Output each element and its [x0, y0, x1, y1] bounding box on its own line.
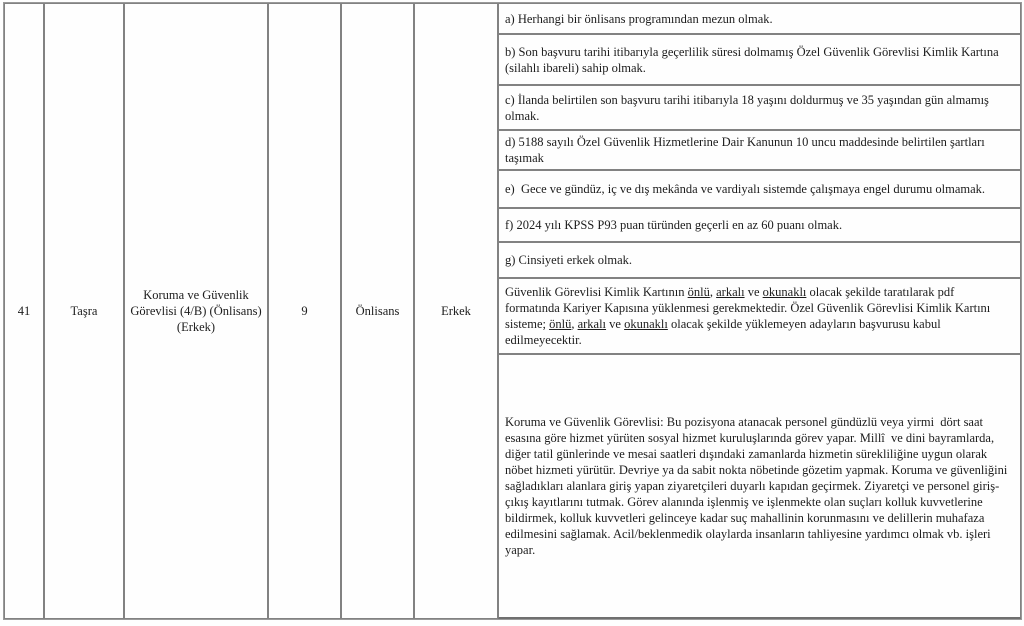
- cell-cinsiyet: Erkek: [414, 3, 498, 619]
- gorev-tanimi: Koruma ve Güvenlik Görevlisi: Bu pozisyona atanacak personel gündüzlü veya yirmi dört saat esasına göre hizmet yürüten sosyal hizmet kuruluşlarında görev yapar. Millî ve dini bayramlarda, diğer tatil günlerinde ve mesai saatleri dışındaki zamanlarda hizmetin sürekliliğine uygun olarak nöbet hizmeti yürütür. Devriye ya da sabit nokta nöbetinde gözetim yapmak. Koruma ve güvenliğini sağladıkları alanlara giriş yapan ziyaretçileri duyarlı kapıdan geçirmek. Ziyaretçi ve personel giriş-çıkış kayıtlarını tutmak. Görev alanında işlenmiş ve işlenmekte olan suçları kolluk kuvvetlerine bildirmek, kolluk kuvvetleri gelinceye kadar suç mahallinin korunmasını ve delillerin muhafaza edilmesini sağlamak. Acil/beklenmedik olaylarda insanların tahliyesine yardımcı olmak vb. işleri yapar.: [498, 354, 1021, 619]
- requirement-d: d) 5188 sayılı Özel Güvenlik Hizmetlerine Dair Kanunun 10 uncu maddesinde belirtilen şartları taşımak: [498, 130, 1021, 170]
- cell-pozisyon-unvani: Koruma ve Güvenlik Görevlisi (4/B) (Önlisans)(Erkek): [124, 3, 268, 619]
- requirement-a: a) Herhangi bir önlisans programından mezun olmak.: [498, 3, 1021, 34]
- cell-sira-no: 41: [4, 3, 44, 619]
- cell-adet: 9: [268, 3, 341, 619]
- kimlik-karti-note: Güvenlik Görevlisi Kimlik Kartının önlü, arkalı ve okunaklı olacak şekilde taratılarak pdf formatında Kariyer Kapısına yüklenmesi gerekmektedir. Özel Güvenlik Görevlisi Kimlik Kartını sisteme; önlü, arkalı ve okunaklı olacak şekilde yüklemeyen adayların başvurusu kabul edilmeyecektir.: [498, 278, 1021, 354]
- cell-ogrenim-duzeyi: Önlisans: [341, 3, 414, 619]
- requirement-e: e) Gece ve gündüz, iç ve dış mekânda ve vardiyalı sistemde çalışmaya engel durumu olmamak.: [498, 170, 1021, 208]
- requirement-g: g) Cinsiyeti erkek olmak.: [498, 242, 1021, 278]
- job-posting-table: [3, 2, 1022, 620]
- requirement-c: c) İlanda belirtilen son başvuru tarihi itibarıyla 18 yaşını doldurmuş ve 35 yaşından gün almamış olmak.: [498, 85, 1021, 130]
- cell-teskilat: Taşra: [44, 3, 124, 619]
- requirement-b: b) Son başvuru tarihi itibarıyla geçerlilik süresi dolmamış Özel Güvenlik Görevlisi Kimlik Kartına (silahlı ibareli) sahip olmak.: [498, 34, 1021, 85]
- requirement-f: f) 2024 yılı KPSS P93 puan türünden geçerli en az 60 puanı olmak.: [498, 208, 1021, 242]
